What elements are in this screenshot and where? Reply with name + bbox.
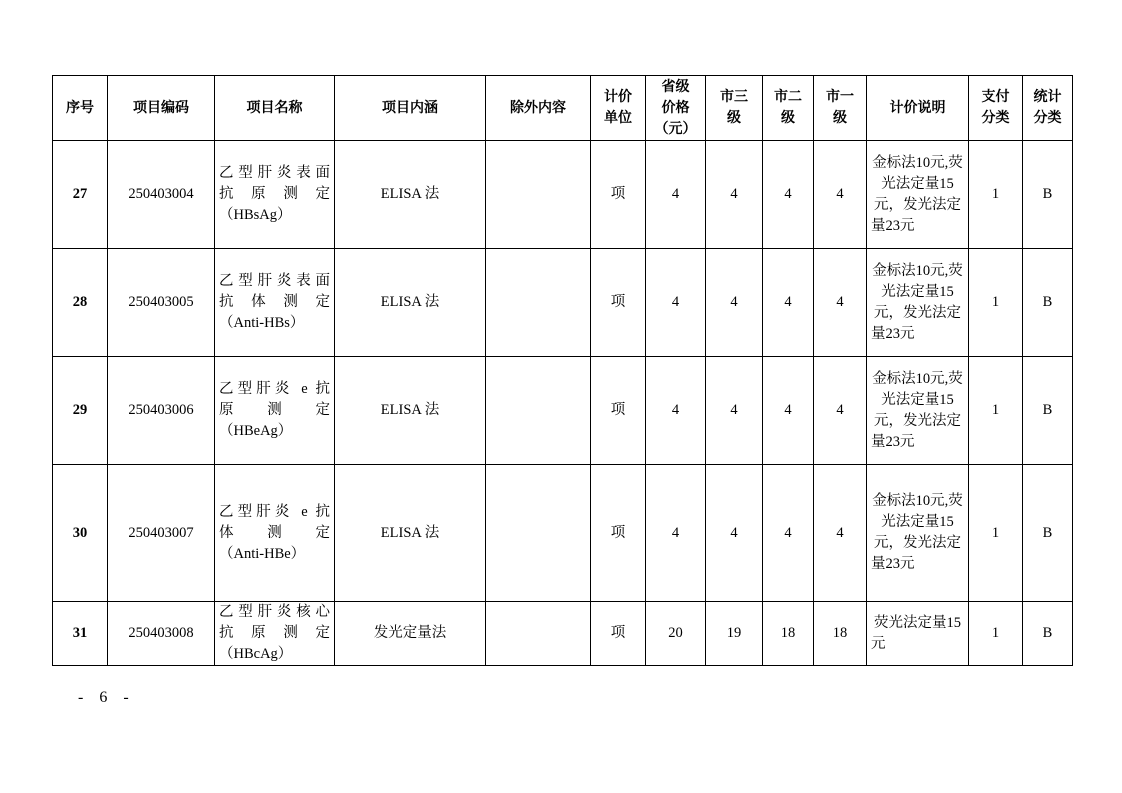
name-cell — [215, 141, 335, 249]
seq-cell: 27 — [53, 141, 108, 249]
pricing-note-cell: 荧光法定量15元 — [867, 602, 969, 666]
pay-class-cell: 1 — [969, 357, 1023, 465]
column-header: 计价说明 — [867, 76, 969, 141]
code-cell: 250403004 — [108, 141, 215, 249]
city1-price-cell: 4 — [814, 249, 867, 357]
unit-cell: 项 — [591, 141, 646, 249]
column-header: 省级 价格 （元） — [646, 76, 706, 141]
seq-cell: 29 — [53, 357, 108, 465]
city2-price-cell: 4 — [763, 357, 814, 465]
name-line: 乙型肝炎 e 抗 — [219, 503, 330, 520]
code-cell: 250403007 — [108, 465, 215, 602]
city3-price-cell: 4 — [706, 357, 763, 465]
name-line: 乙型肝炎表面 — [219, 165, 330, 181]
provincial-price-cell: 20 — [646, 602, 706, 666]
pricing-note-cell: 金标法10元,荧光法定量15元，发光法定量23元 — [867, 357, 969, 465]
seq-cell: 31 — [53, 602, 108, 666]
unit-cell: 项 — [591, 357, 646, 465]
city3-price-cell: 4 — [706, 465, 763, 602]
provincial-price-cell: 4 — [646, 465, 706, 602]
excluded-cell — [486, 249, 591, 357]
city3-price-cell: 19 — [706, 602, 763, 666]
pricing-note-cell: 金标法10元,荧光法定量15元，发光法定量23元 — [867, 249, 969, 357]
column-header: 统计 分类 — [1023, 76, 1073, 141]
code-cell: 250403006 — [108, 357, 215, 465]
pay-class-cell: 1 — [969, 249, 1023, 357]
content-cell: ELISA 法 — [335, 357, 486, 465]
name-line: 体 测 定 — [219, 524, 330, 541]
table-header-row — [53, 76, 1073, 141]
unit-cell: 项 — [591, 602, 646, 666]
content-cell: 发光定量法 — [335, 602, 486, 666]
column-header: 计价 单位 — [591, 76, 646, 141]
table-row — [53, 602, 1073, 666]
city1-price-cell: 4 — [814, 357, 867, 465]
pay-class-cell: 1 — [969, 141, 1023, 249]
city1-price-cell: 18 — [814, 602, 867, 666]
unit-cell: 项 — [591, 249, 646, 357]
name-line: 乙型肝炎核心 — [219, 604, 330, 620]
provincial-price-cell: 4 — [646, 141, 706, 249]
code-cell: 250403008 — [108, 602, 215, 666]
excluded-cell — [486, 141, 591, 249]
column-header: 项目编码 — [108, 76, 215, 141]
name-line: （Anti-HBe） — [219, 545, 306, 562]
excluded-cell — [486, 465, 591, 602]
column-header: 项目名称 — [215, 76, 335, 141]
name-cell — [215, 249, 335, 357]
name-cell — [215, 357, 335, 465]
table-row — [53, 357, 1073, 465]
code-cell: 250403005 — [108, 249, 215, 357]
provincial-price-cell: 4 — [646, 357, 706, 465]
content-cell: ELISA 法 — [335, 141, 486, 249]
city1-price-cell: 4 — [814, 141, 867, 249]
column-header: 序号 — [53, 76, 108, 141]
excluded-cell — [486, 602, 591, 666]
seq-cell: 28 — [53, 249, 108, 357]
city1-price-cell: 4 — [814, 465, 867, 602]
pay-class-cell: 1 — [969, 465, 1023, 602]
stat-class-cell: B — [1023, 141, 1073, 249]
column-header: 支付 分类 — [969, 76, 1023, 141]
stat-class-cell: B — [1023, 602, 1073, 666]
pricing-note-cell: 金标法10元,荧光法定量15元，发光法定量23元 — [867, 465, 969, 602]
column-header: 市三 级 — [706, 76, 763, 141]
city2-price-cell: 4 — [763, 141, 814, 249]
excluded-cell — [486, 357, 591, 465]
name-line: 乙型肝炎 e 抗 — [219, 381, 330, 397]
stat-class-cell: B — [1023, 465, 1073, 602]
name-line: （Anti-HBs） — [219, 315, 305, 331]
name-line: 抗 原 测 定 — [219, 625, 330, 641]
seq-cell: 30 — [53, 465, 108, 602]
stat-class-cell: B — [1023, 357, 1073, 465]
table-row — [53, 465, 1073, 602]
table-row — [53, 249, 1073, 357]
pay-class-cell: 1 — [969, 602, 1023, 666]
provincial-price-cell: 4 — [646, 249, 706, 357]
stat-class-cell: B — [1023, 249, 1073, 357]
pricing-note-cell: 金标法10元,荧光法定量15元，发光法定量23元 — [867, 141, 969, 249]
city3-price-cell: 4 — [706, 141, 763, 249]
name-line: （HBeAg） — [219, 423, 293, 439]
page-number: - 6 - — [78, 689, 135, 706]
name-line: 乙型肝炎表面 — [219, 273, 330, 289]
name-line: 抗 原 测 定 — [219, 186, 330, 202]
unit-cell: 项 — [591, 465, 646, 602]
content-cell: ELISA 法 — [335, 249, 486, 357]
city2-price-cell: 4 — [763, 249, 814, 357]
column-header: 市二 级 — [763, 76, 814, 141]
column-header: 市一 级 — [814, 76, 867, 141]
city3-price-cell: 4 — [706, 249, 763, 357]
city2-price-cell: 18 — [763, 602, 814, 666]
table-row — [53, 141, 1073, 249]
name-line: （HBcAg） — [219, 646, 293, 662]
name-line: （HBsAg） — [219, 207, 292, 223]
name-line: 原 测 定 — [219, 402, 330, 418]
content-cell: ELISA 法 — [335, 465, 486, 602]
city2-price-cell: 4 — [763, 465, 814, 602]
name-cell — [215, 465, 335, 602]
price-table — [52, 75, 1073, 666]
column-header: 项目内涵 — [335, 76, 486, 141]
column-header: 除外内容 — [486, 76, 591, 141]
name-cell — [215, 602, 335, 666]
name-line: 抗 体 测 定 — [219, 294, 330, 310]
